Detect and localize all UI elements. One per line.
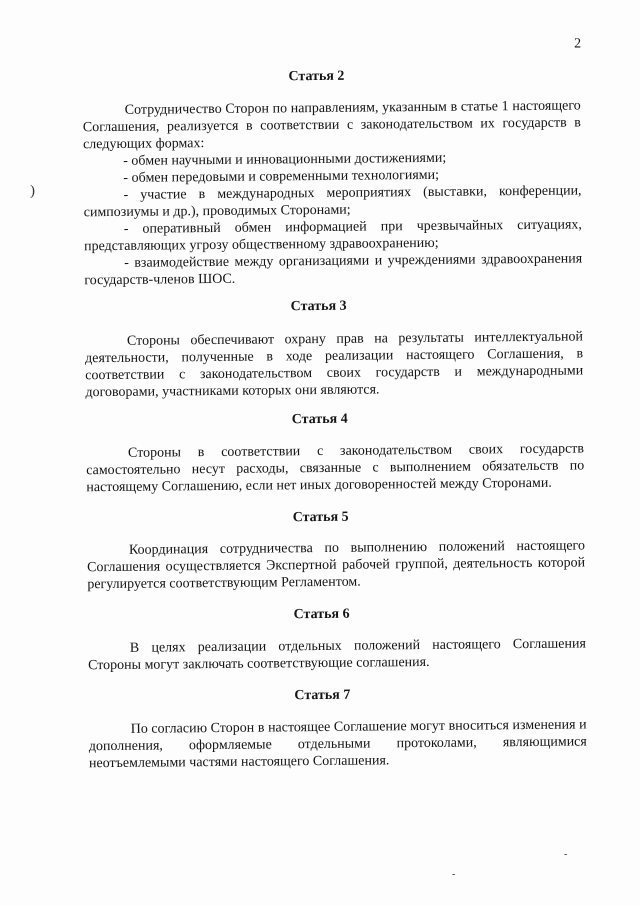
article-5-text: Координация сотрудничества по выполнению положений настоящего Соглашения осуществляется Экспертной рабочей группой, деятельность которой регулируется соответствующим Регламентом. (87, 538, 586, 593)
article-4-text: Стороны в соответствии с законодательством своих государств самостоятельно несут расходы, связанные с выполнением обязательств по настоящему Соглашению, если нет иных договоренностей между Сторонами. (86, 441, 585, 496)
article-2-item-3: - участие в международных мероприятиях (выставки, конференции, симпозиумы и др.), проводимых Сторонами; (83, 183, 582, 221)
article-2-item-5: - взаимодействие между организациями и учреждениями здравоохранения государств-членов ШОС. (84, 251, 583, 289)
article-2-intro: Сотрудничество Сторон по направлениям, указанным в статье 1 настоящего Соглашения, реализуется в соответствии с законодательством их государств в следующих формах: (82, 98, 581, 153)
article-3-title: Статья 3 (290, 298, 347, 315)
article-2-item-1: - обмен научными и инновационными достижениями; (123, 150, 447, 169)
article-2-item-2: - обмен передовыми и современными технологиями; (123, 167, 440, 186)
margin-mark: ) (30, 183, 35, 199)
article-3-text: Стороны обеспечивают охрану прав на результаты интеллектуальной деятельности, полученные в ходе реализации настоящего Соглашения, в соответствии с законодательством своих государств и международными договорами, участниками которых они являются. (85, 329, 584, 401)
article-2-item-4: - оперативный обмен информацией при чрезвычайных ситуациях, представляющих угрозу общественному здравоохранению; (83, 217, 582, 255)
article-6-text: В целях реализации отдельных положений настоящего Соглашения Стороны могут заключать соответствующие соглашения. (87, 636, 586, 674)
article-5-title: Статья 5 (292, 509, 349, 526)
scan-speck: - (564, 849, 568, 860)
article-6-title: Статья 6 (293, 606, 350, 623)
article-7-title: Статья 7 (294, 687, 351, 704)
scan-speck: - (452, 869, 456, 880)
article-2-title: Статья 2 (288, 68, 345, 85)
page-number: 2 (574, 36, 582, 52)
article-7-text: По согласию Сторон в настоящее Соглашение могут вноситься изменения и дополнения, оформляемые отдельными протоколами, являющимися неотъемлемыми частями настоящего Соглашения. (88, 717, 587, 772)
article-4-title: Статья 4 (291, 411, 348, 428)
